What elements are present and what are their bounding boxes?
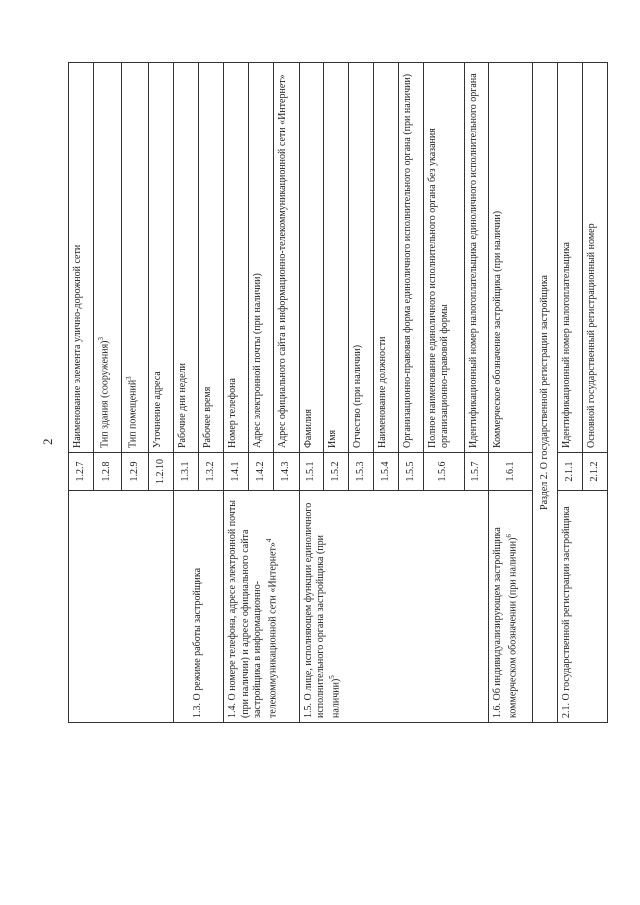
footnote-ref: 3: [124, 376, 133, 380]
code-cell: 1.4.3: [274, 453, 299, 491]
code-cell: 1.5.2: [324, 453, 349, 491]
group-cell: 1.6. Об индивидуализирующем застройщика коммерческом обозначении (при наличии)$^6$: [489, 491, 533, 723]
footnote-ref: 3: [96, 336, 105, 341]
text-cell: Фамилия: [299, 63, 324, 453]
text-cell: Идентификационный номер налогоплательщика единоличного исполнительного органа: [464, 63, 489, 453]
table-row: [224, 63, 249, 723]
text-cell: Имя: [324, 63, 349, 453]
code-cell: 1.5.4: [374, 453, 399, 491]
code-cell: 1.2.8: [93, 453, 121, 491]
code-cell: 1.2.10: [149, 453, 174, 491]
code-cell: 1.3.1: [174, 453, 199, 491]
rotated-page: [68, 63, 608, 723]
text-cell: Тип помещений$^3$: [121, 63, 149, 453]
text-cell: Основной государственный регистрационный номер: [582, 63, 607, 453]
text-cell: Отчество (при наличии): [349, 63, 374, 453]
group-cell: [69, 491, 174, 723]
table-row: [489, 63, 533, 723]
table-row: [174, 63, 199, 723]
group-cell: 1.4. О номере телефона, адресе электронной почты (при наличии) и адресе официального сайта застройщика в информационно-телекоммуникационной сети «Интернет»$^4$: [224, 491, 300, 723]
text-cell: Полное наименование единоличного исполнительного органа без указания организационно-правовой формы: [423, 63, 464, 453]
code-cell: 1.5.5: [398, 453, 423, 491]
text-cell: Рабочее время: [199, 63, 224, 453]
code-cell: 1.5.3: [349, 453, 374, 491]
code-cell: 1.5.1: [299, 453, 324, 491]
code-cell: 1.4.2: [249, 453, 274, 491]
text-cell: Идентификационный номер налогоплательщика: [558, 63, 583, 453]
text-cell: Номер телефона: [224, 63, 249, 453]
footnote-ref: 6: [504, 534, 513, 538]
group-cell: 2.1. О государственной регистрации застройщика: [558, 491, 608, 723]
footnote-ref: 5: [327, 675, 336, 679]
text-cell: Наименование элемента улично-дорожной сети: [69, 63, 94, 453]
code-cell: 1.4.1: [224, 453, 249, 491]
code-cell: 2.1.2: [582, 453, 607, 491]
group-cell: 1.5. О лице, исполняющем функции единоличного исполнительного органа застройщика (при наличии)$^5$: [299, 491, 489, 723]
text-cell: Адрес электронной почты (при наличии): [249, 63, 274, 453]
text-cell: Наименование должности: [374, 63, 399, 453]
footnote-ref: 4: [264, 538, 273, 543]
table-row: [558, 63, 583, 723]
text-cell: Коммерческое обозначение застройщика (при наличии): [489, 63, 533, 453]
group-cell: 1.3. О режиме работы застройщика: [174, 491, 224, 723]
table-row: [533, 63, 558, 723]
page-number: 2: [40, 438, 55, 445]
code-cell: 1.5.7: [464, 453, 489, 491]
table-row: [299, 63, 324, 723]
table-row: [69, 63, 94, 723]
text-cell: Рабочие дни недели: [174, 63, 199, 453]
code-cell: 1.2.7: [69, 453, 94, 491]
text-cell: Тип здания (сооружения)$^3$: [93, 63, 121, 453]
document-table: [68, 62, 608, 723]
text-cell: Адрес официального сайта в информационно-телекоммуникационной сети «Интернет»: [274, 63, 299, 453]
code-cell: 1.2.9: [121, 453, 149, 491]
code-cell: 1.6.1: [489, 453, 533, 491]
code-cell: 1.3.2: [199, 453, 224, 491]
code-cell: 1.5.6: [423, 453, 464, 491]
text-cell: Уточнение адреса: [149, 63, 174, 453]
code-cell: 2.1.1: [558, 453, 583, 491]
text-cell: Организационно-правовая форма единоличного исполнительного органа (при наличии): [398, 63, 423, 453]
section-heading: Раздел 2. О государственной регистрации застройщика: [533, 63, 558, 723]
